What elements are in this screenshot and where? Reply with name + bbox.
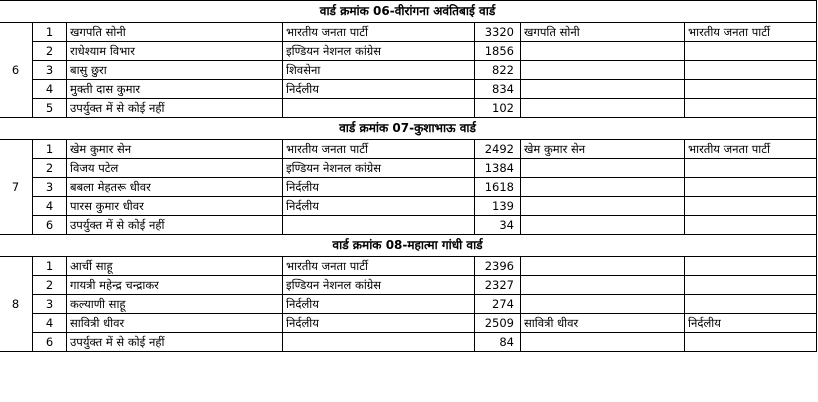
party-name: इण्डियन नेशनल कांग्रेस [283, 42, 475, 61]
table-row [0, 216, 817, 235]
winner-name [521, 216, 685, 235]
ward-number: 8 [0, 257, 33, 352]
serial-number: 6 [33, 333, 67, 352]
ward-title: वार्ड क्रमांक 06-वीरांगना अवंतिबाई वार्ड [0, 1, 817, 23]
vote-count: 2396 [475, 257, 521, 276]
party-name: निर्दलीय [283, 197, 475, 216]
party-name: इण्डियन नेशनल कांग्रेस [283, 276, 475, 295]
ward-title: वार्ड क्रमांक 07-कुशाभाऊ वार्ड [0, 118, 817, 140]
table-row [0, 257, 817, 276]
vote-count: 834 [475, 80, 521, 99]
serial-number: 6 [33, 216, 67, 235]
winner-name [521, 99, 685, 118]
table-row [0, 61, 817, 80]
vote-count: 139 [475, 197, 521, 216]
party-name: भारतीय जनता पार्टी [283, 140, 475, 159]
winner-name [521, 61, 685, 80]
winner-name [521, 159, 685, 178]
serial-number: 1 [33, 257, 67, 276]
serial-number: 2 [33, 276, 67, 295]
vote-count: 1618 [475, 178, 521, 197]
winner-name: सावित्री धीवर [521, 314, 685, 333]
ward-header-row [0, 118, 817, 140]
winner-name: खगपति सोनी [521, 23, 685, 42]
candidate-name: सावित्री धीवर [67, 314, 283, 333]
serial-number: 3 [33, 295, 67, 314]
party-name: निर्दलीय [283, 295, 475, 314]
candidate-name: खेम कुमार सेन [67, 140, 283, 159]
serial-number: 5 [33, 99, 67, 118]
winner-party: भारतीय जनता पार्टी [685, 23, 817, 42]
winner-name [521, 178, 685, 197]
table-row [0, 276, 817, 295]
serial-number: 3 [33, 178, 67, 197]
party-name: निर्दलीय [283, 178, 475, 197]
serial-number: 4 [33, 314, 67, 333]
candidate-name: खगपति सोनी [67, 23, 283, 42]
table-row [0, 42, 817, 61]
winner-name [521, 80, 685, 99]
winner-party [685, 276, 817, 295]
party-name [283, 99, 475, 118]
ward-title: वार्ड क्रमांक 08-महात्मा गांधी वार्ड [0, 235, 817, 257]
winner-name [521, 276, 685, 295]
candidate-name: उपर्युक्त में से कोई नहीं [67, 333, 283, 352]
table-row [0, 140, 817, 159]
serial-number: 3 [33, 61, 67, 80]
candidate-name: आर्ची साहू [67, 257, 283, 276]
serial-number: 2 [33, 159, 67, 178]
ward-header-row [0, 235, 817, 257]
winner-party [685, 159, 817, 178]
table-row [0, 178, 817, 197]
party-name: इण्डियन नेशनल कांग्रेस [283, 159, 475, 178]
winner-party [685, 216, 817, 235]
table-row [0, 80, 817, 99]
vote-count: 1856 [475, 42, 521, 61]
winner-name [521, 295, 685, 314]
table-body [0, 1, 817, 352]
vote-count: 1384 [475, 159, 521, 178]
candidate-name: पारस कुमार धीवर [67, 197, 283, 216]
party-name: निर्दलीय [283, 314, 475, 333]
party-name [283, 216, 475, 235]
winner-party [685, 333, 817, 352]
serial-number: 2 [33, 42, 67, 61]
winner-party: निर्दलीय [685, 314, 817, 333]
winner-name [521, 333, 685, 352]
vote-count: 84 [475, 333, 521, 352]
winner-party: भारतीय जनता पार्टी [685, 140, 817, 159]
candidate-name: बबला मेहतरू धीवर [67, 178, 283, 197]
table-row [0, 295, 817, 314]
winner-party [685, 197, 817, 216]
party-name: निर्दलीय [283, 80, 475, 99]
serial-number: 4 [33, 80, 67, 99]
vote-count: 2492 [475, 140, 521, 159]
candidate-name: विजय पटेल [67, 159, 283, 178]
party-name: भारतीय जनता पार्टी [283, 257, 475, 276]
winner-party [685, 257, 817, 276]
table-row [0, 197, 817, 216]
ward-number: 6 [0, 23, 33, 118]
vote-count: 2509 [475, 314, 521, 333]
winner-name [521, 257, 685, 276]
party-name: भारतीय जनता पार्टी [283, 23, 475, 42]
winner-party [685, 295, 817, 314]
winner-party [685, 80, 817, 99]
table-row [0, 314, 817, 333]
serial-number: 1 [33, 23, 67, 42]
party-name [283, 333, 475, 352]
candidate-name: बासु छुरा [67, 61, 283, 80]
table-row [0, 159, 817, 178]
winner-party [685, 178, 817, 197]
candidate-name: उपर्युक्त में से कोई नहीं [67, 216, 283, 235]
vote-count: 822 [475, 61, 521, 80]
candidate-name: गायत्री महेन्द्र चन्द्राकर [67, 276, 283, 295]
vote-count: 274 [475, 295, 521, 314]
serial-number: 4 [33, 197, 67, 216]
table-row [0, 333, 817, 352]
winner-name [521, 197, 685, 216]
serial-number: 1 [33, 140, 67, 159]
vote-count: 34 [475, 216, 521, 235]
table-row [0, 23, 817, 42]
winner-name [521, 42, 685, 61]
winner-party [685, 42, 817, 61]
ward-number: 7 [0, 140, 33, 235]
winner-party [685, 61, 817, 80]
party-name: शिवसेना [283, 61, 475, 80]
candidate-name: कल्याणी साहू [67, 295, 283, 314]
table-row [0, 99, 817, 118]
candidate-name: उपर्युक्त में से कोई नहीं [67, 99, 283, 118]
winner-party [685, 99, 817, 118]
vote-count: 3320 [475, 23, 521, 42]
ward-header-row [0, 1, 817, 23]
vote-count: 102 [475, 99, 521, 118]
vote-count: 2327 [475, 276, 521, 295]
winner-name: खेम कुमार सेन [521, 140, 685, 159]
candidate-name: मुक्ती दास कुमार [67, 80, 283, 99]
candidate-name: राधेश्याम विभार [67, 42, 283, 61]
